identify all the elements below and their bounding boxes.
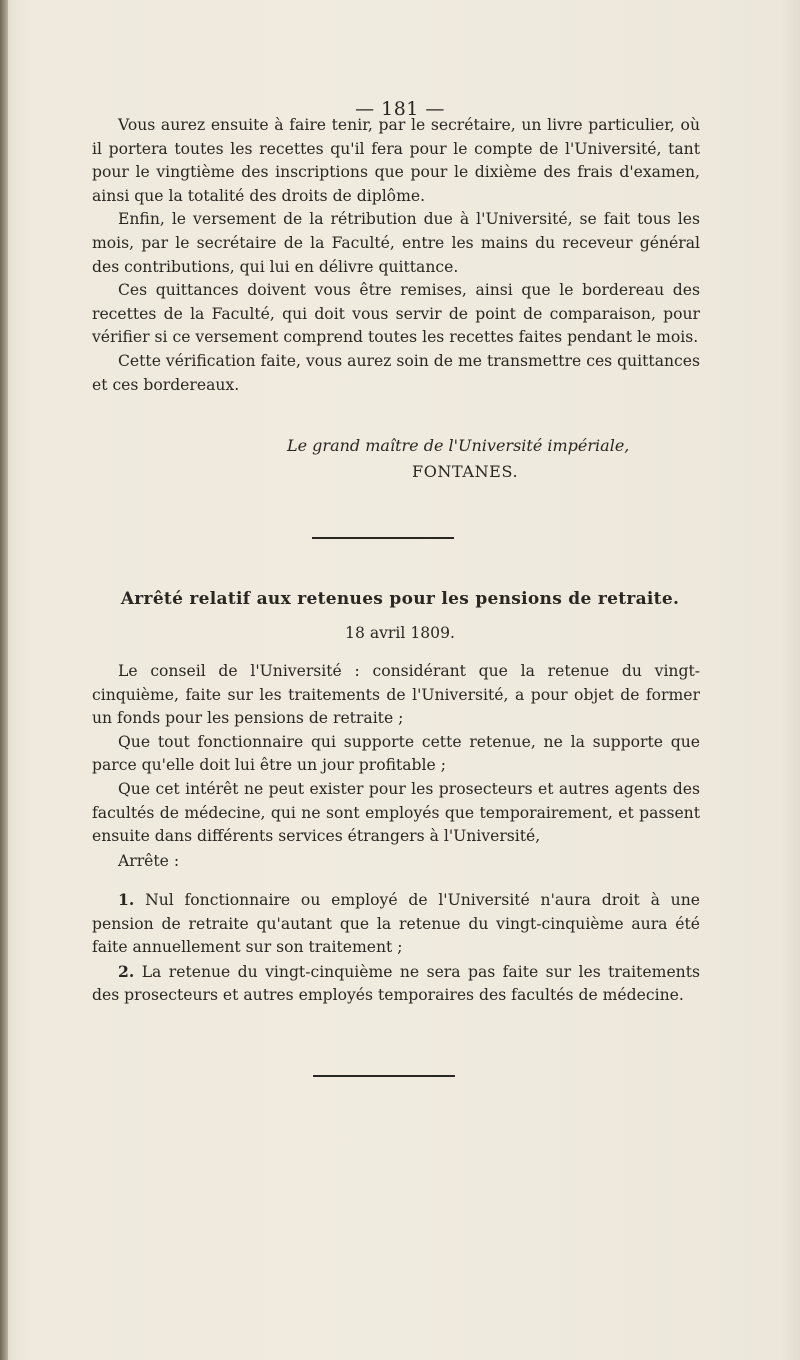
section-heading: Arrêté relatif aux retenues pour les pensions de retraite. bbox=[120, 589, 680, 609]
article-text: La retenue du vingt-cinquième ne sera pas faite sur les traitements des prosecteurs et autres employés temporaires des facultés de médecine. bbox=[92, 962, 700, 1005]
arrete-label: Arrête : bbox=[118, 852, 180, 870]
paragraph: Enfin, le versement de la rétribution due à l'Université, se fait tous les mois, par le secrétaire de la Faculté, entre les mains du receveur général des contributions, qui lui en délivre quittance. bbox=[92, 210, 700, 276]
article bbox=[92, 888, 700, 960]
paragraph: Que cet intérêt ne peut exister pour les prosecteurs et autres agents des facultés de médecine, qui ne sont employés que temporairement, et passent ensuite dans différents services étrangers à l'Université, bbox=[92, 779, 700, 846]
paragraph: Cette vérification faite, vous aurez soin de me transmettre ces quittances et ces bordereaux. bbox=[92, 351, 700, 394]
section-date: 18 avril 1809. bbox=[345, 624, 455, 642]
binding-edge bbox=[0, 0, 8, 1360]
paragraph: Vous aurez ensuite à faire tenir, par le secrétaire, un livre particulier, où il portera toutes les recettes qu'il fera pour le compte de l'Université, tant pour le vingtième des inscriptions que pour le dixième des frais d'examen, ainsi que la totalité des droits de diplôme. bbox=[92, 116, 700, 205]
paragraph: Ces quittances doivent vous être remises, ainsi que le bordereau des recettes de la Faculté, qui doit vous servir de point de comparaison, pour vérifier si ce versement comprend toutes les recettes faites pendant le mois. bbox=[92, 281, 700, 347]
signature-title: Le grand maître de l'Université impériale, bbox=[287, 436, 630, 455]
divider-rule bbox=[312, 537, 454, 539]
divider-rule bbox=[313, 1075, 455, 1077]
articles bbox=[92, 888, 700, 1008]
article-text: Nul fonctionnaire ou employé de l'Université n'aura droit à une pension de retraite qu'autant que la retenue du vingt-cinquième aura été faite annuellement sur son traitement ; bbox=[92, 891, 700, 957]
section-body bbox=[92, 660, 700, 849]
letter-body bbox=[92, 114, 700, 397]
article-number: 1. bbox=[118, 890, 135, 909]
article-number: 2. bbox=[118, 961, 135, 981]
article bbox=[92, 960, 700, 1008]
signature-name: FONTANES. bbox=[412, 462, 519, 481]
page-number: — 181 — bbox=[355, 98, 445, 120]
paragraph: Que tout fonctionnaire qui supporte cette retenue, ne la supporte que parce qu'elle doit lui être un jour profitable ; bbox=[92, 732, 700, 775]
paragraph: Le conseil de l'Université : considérant que la retenue du vingt-cinquième, faite sur les traitements de l'Université, a pour objet de former un fonds pour les pensions de retraite ; bbox=[92, 662, 700, 728]
